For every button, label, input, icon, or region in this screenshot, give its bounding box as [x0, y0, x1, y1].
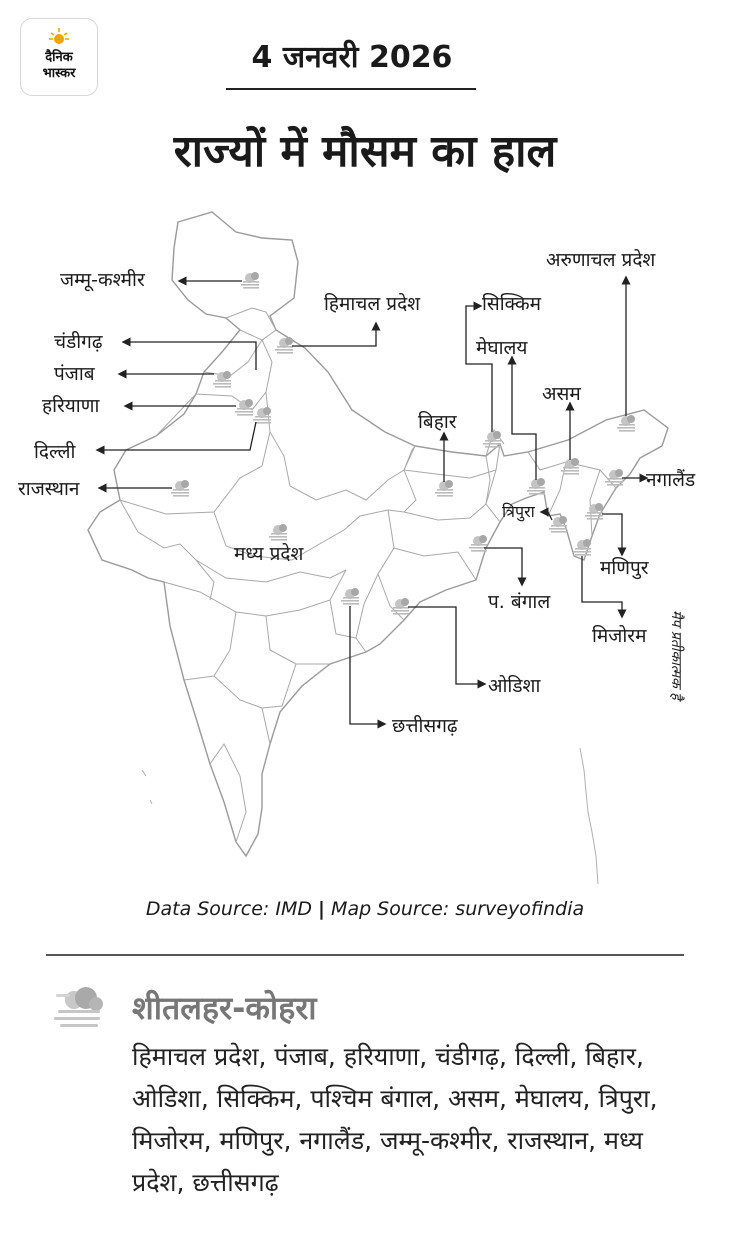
border-maharashtra: [164, 570, 346, 616]
border-odisha: [378, 548, 476, 620]
border-up-west: [266, 392, 415, 500]
border-hp: [240, 330, 276, 340]
brand-line1: दैनिक: [45, 50, 73, 65]
arrow-bengal: [484, 548, 522, 582]
cold-wave-fog-icon: [171, 480, 189, 497]
cold-wave-fog-icon: [269, 524, 287, 541]
label-tripura: त्रिपुरा: [502, 502, 535, 521]
map-source: Map Source: surveyofindia: [331, 898, 585, 920]
label-haryana: हरियाणा: [42, 395, 100, 417]
legend-divider: [46, 954, 684, 956]
border-gujarat: [120, 500, 214, 600]
label-arunachal-pradesh: अरुणाचल प्रदेश: [546, 249, 656, 271]
label-bihar: बिहार: [418, 411, 457, 433]
arrow-chhattisgarh: [350, 606, 382, 724]
border-haryana: [196, 340, 272, 410]
border-punjab: [204, 340, 262, 376]
brand-line2: भास्कर: [42, 66, 76, 81]
border-ap: [262, 664, 296, 708]
source-separator: |: [318, 898, 325, 920]
cold-wave-fog-icon: [52, 986, 108, 1032]
cold-wave-fog-icon: [235, 399, 253, 416]
border-bengal: [486, 456, 500, 522]
legend-title: शीतलहर-कोहरा: [132, 989, 317, 1027]
arrow-chandigarh: [126, 342, 256, 370]
label-chandigarh: चंडीगढ़: [54, 331, 103, 353]
label-nagaland: नगालैंड: [646, 469, 696, 491]
cold-wave-fog-icon: [617, 415, 635, 432]
cold-wave-fog-icon: [469, 535, 487, 552]
label-sikkim: सिक्किम: [482, 293, 541, 315]
arrow-meghalaya: [512, 360, 536, 480]
arrow-sikkim: [466, 306, 492, 432]
label-rajasthan: राजस्थान: [18, 478, 80, 500]
cold-wave-fog-icon: [585, 503, 603, 520]
cold-wave-fog-icon: [391, 598, 409, 615]
cold-wave-fog-icon: [275, 337, 293, 354]
arrow-hp: [292, 326, 376, 346]
source-line: [0, 896, 730, 922]
border-kerala: [210, 744, 246, 842]
arrow-manipur: [602, 514, 622, 552]
label-jammu-kashmir: जम्मू-कश्मीर: [60, 269, 145, 291]
cold-wave-fog-icon: [341, 588, 359, 605]
label-west-bengal: प. बंगाल: [488, 591, 551, 613]
label-odisha: ओडिशा: [488, 675, 541, 697]
label-chhattisgarh: छत्तीसगढ़: [392, 715, 458, 737]
border-chhattisgarh: [356, 510, 394, 652]
label-madhya-pradesh: मध्य प्रदेश: [234, 543, 304, 565]
label-meghalaya: मेघालय: [476, 337, 528, 359]
arrow-delhi: [100, 422, 256, 450]
border-bihar: [404, 444, 500, 478]
label-manipur: मणिपुर: [600, 557, 649, 579]
label-himachal-pradesh: हिमाचल प्रदेश: [324, 293, 421, 315]
border-telangana: [266, 600, 356, 664]
arrow-odisha: [408, 607, 482, 684]
cold-wave-fog-icon: [241, 272, 259, 289]
label-delhi: दिल्ली: [34, 441, 76, 463]
legend-states-list: हिमाचल प्रदेश, पंजाब, हरियाणा, चंडीगढ़, दिल्ली, बिहार, ओडिशा, सिक्किम, पश्चिम बंगाल, असम, मेघालय, त्रिपुरा, मिजोरम, मणिपुर, नगालैंड, जम्मू-कश्मीर, राजस्थान, मध्य प्रदेश, छत्तीसगढ़: [132, 1042, 658, 1197]
map-symbolic-note: मैप प्रतीकात्मक है: [668, 610, 684, 700]
page-title: राज्यों में मौसम का हाल: [173, 126, 557, 177]
label-mizoram: मिजोरम: [592, 625, 647, 647]
border-jk: [226, 308, 276, 330]
date-heading: 4 जनवरी 2026: [251, 40, 453, 75]
lakshadweep-islands: [142, 770, 152, 804]
border-karnataka: [184, 612, 270, 744]
data-source: Data Source: IMD: [145, 898, 312, 920]
cold-wave-fog-icon: [435, 480, 453, 497]
andaman-islands: [580, 748, 598, 884]
label-punjab: पंजाब: [54, 363, 95, 385]
label-assam: असम: [542, 383, 581, 405]
